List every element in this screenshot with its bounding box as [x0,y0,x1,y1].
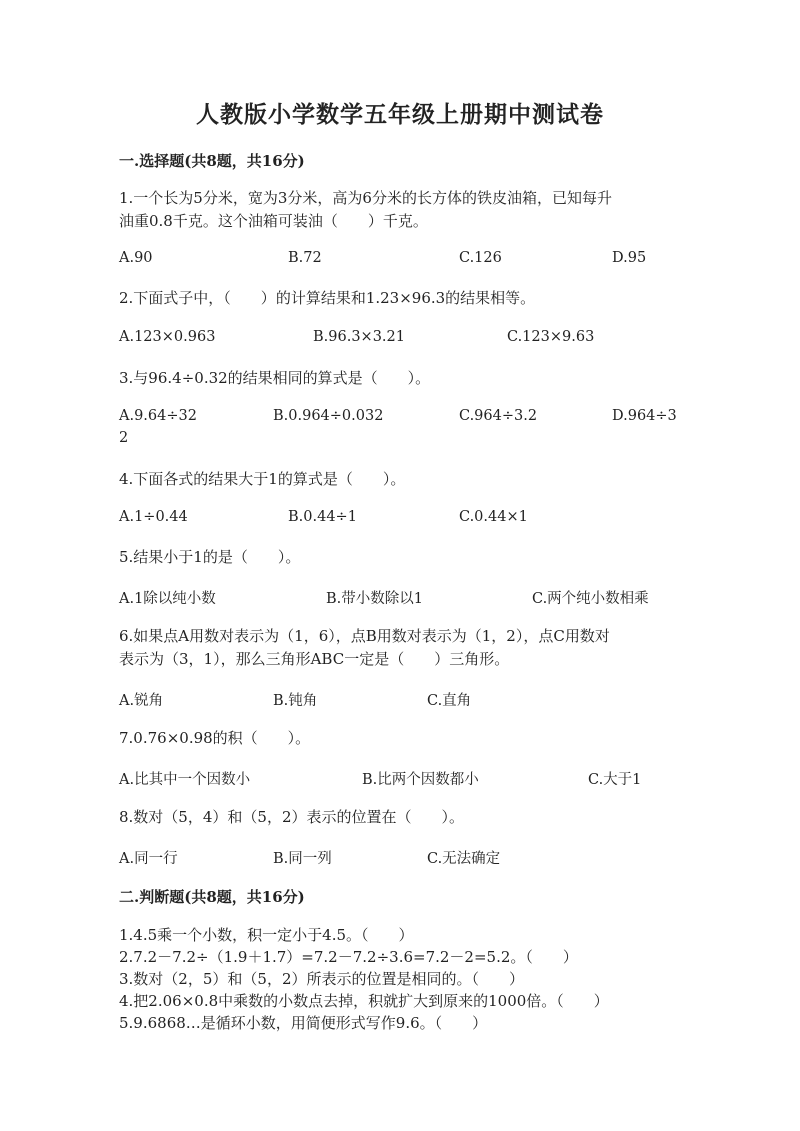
question-7-stem: 7.0.76×0.98的积（ ）。 [119,729,311,747]
question-1-option-d[interactable]: D.95 [612,250,647,266]
question-4-option-b[interactable]: B.0.44÷1 [288,509,357,525]
question-2-option-c[interactable]: C.123×9.63 [507,329,595,345]
section-heading-choice: 一.选择题(共8题，共16分) [119,152,305,170]
question-4-option-c[interactable]: C.0.44×1 [459,509,528,525]
question-4-stem: 4.下面各式的结果大于1的算式是（ ）。 [119,470,406,488]
question-7-option-b[interactable]: B.比两个因数都小 [362,772,479,788]
question-3-stem: 3.与96.4÷0.32的结果相同的算式是（ ）。 [119,369,431,387]
question-7-option-a[interactable]: A.比其中一个因数小 [119,772,251,788]
question-3-option-d-wrap: 2 [119,430,129,446]
section-heading-judgement: 二.判断题(共8题，共16分) [119,888,305,906]
question-8-option-b[interactable]: B.同一列 [273,851,332,867]
question-2-option-a[interactable]: A.123×0.963 [119,329,216,345]
question-1-option-b[interactable]: B.72 [288,250,322,266]
question-7-option-c[interactable]: C.大于1 [588,772,642,788]
question-6-stem-line-2: 表示为（3，1），那么三角形ABC一定是（ ）三角形。 [119,650,510,668]
question-1-option-c[interactable]: C.126 [459,250,502,266]
question-6-option-b[interactable]: B.钝角 [273,693,318,709]
judgement-item-4: 4.把2.06×0.8中乘数的小数点去掉，积就扩大到原来的1000倍。（ ） [119,992,609,1010]
question-5-stem: 5.结果小于1的是（ ）。 [119,548,301,566]
judgement-item-1: 1.4.5乘一个小数，积一定小于4.5。（ ） [119,926,414,944]
question-3-option-b[interactable]: B.0.964÷0.032 [273,408,384,424]
question-6-option-a[interactable]: A.锐角 [119,693,164,709]
question-8-option-a[interactable]: A.同一行 [119,851,178,867]
page-title: 人教版小学数学五年级上册期中测试卷 [196,101,604,128]
judgement-item-2: 2.7.2－7.2÷（1.9＋1.7）=7.2－7.2÷3.6=7.2－2=5.2。（ ） [119,948,578,966]
question-2-option-b[interactable]: B.96.3×3.21 [313,329,405,345]
question-4-option-a[interactable]: A.1÷0.44 [119,509,188,525]
question-3-option-a[interactable]: A.9.64÷32 [119,408,197,424]
question-3-option-c[interactable]: C.964÷3.2 [459,408,538,424]
judgement-item-3: 3.数对（2，5）和（5，2）所表示的位置是相同的。（ ） [119,970,524,988]
question-1-stem-line-2: 油重0.8千克。这个油箱可装油（ ）千克。 [119,212,428,230]
judgement-item-5: 5.9.6868…是循环小数，用简便形式写作9.6。（ ） [119,1014,488,1032]
question-2-stem: 2.下面式子中，（ ）的计算结果和1.23×96.3的结果相等。 [119,289,536,307]
question-1-option-a[interactable]: A.90 [119,250,153,266]
question-6-option-c[interactable]: C.直角 [427,693,472,709]
question-8-stem: 8.数对（5，4）和（5，2）表示的位置在（ ）。 [119,808,464,826]
question-1-stem-line-1: 1.一个长为5分米，宽为3分米，高为6分米的长方体的铁皮油箱，已知每升 [119,189,612,207]
question-5-option-a[interactable]: A.1除以纯小数 [119,591,216,607]
question-3-option-d[interactable]: D.964÷3 [612,408,677,424]
question-5-option-c[interactable]: C.两个纯小数相乘 [532,591,649,607]
question-5-option-b[interactable]: B.带小数除以1 [326,591,423,607]
question-8-option-c[interactable]: C.无法确定 [427,851,501,867]
question-6-stem-line-1: 6.如果点A用数对表示为（1，6），点B用数对表示为（1，2），点C用数对 [119,627,610,645]
